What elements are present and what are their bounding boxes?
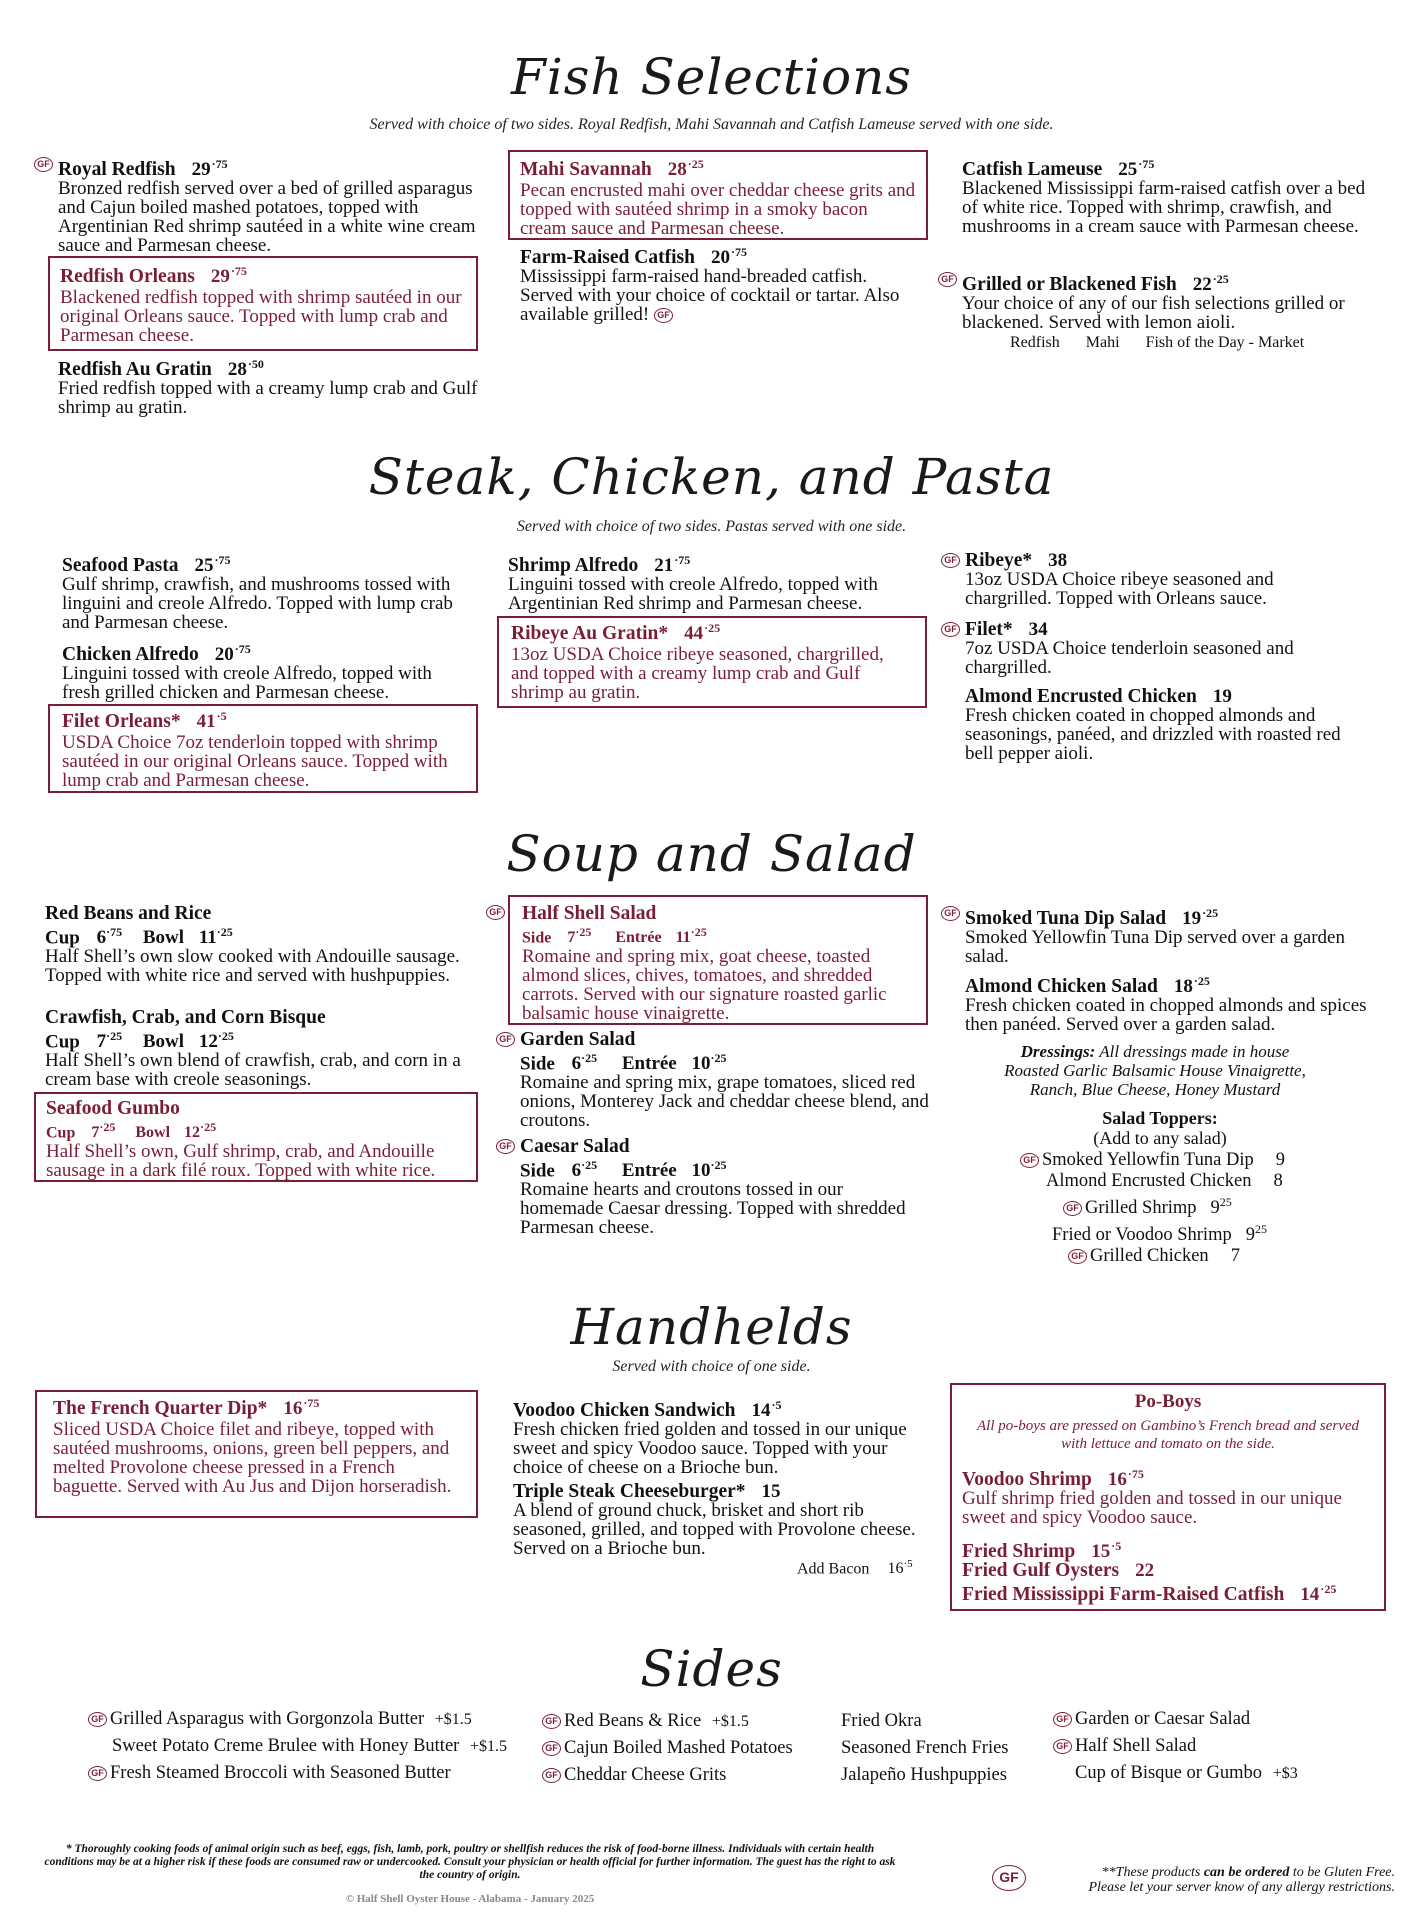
side-item: GF Half Shell Salad <box>1053 1733 1353 1760</box>
item-name: Filet* <box>965 619 1013 640</box>
handhelds-section-subtitle: Served with choice of one side. <box>612 1358 811 1375</box>
item-name: Smoked Tuna Dip Salad <box>965 908 1167 929</box>
gluten-free-icon: GF <box>542 1768 561 1783</box>
menu-item-ribeye-au-gratin <box>497 616 927 708</box>
menu-item-ribeye <box>944 550 1365 609</box>
menu-item-caesar-salad <box>499 1136 930 1239</box>
item-name: Red Beans and Rice <box>45 903 212 924</box>
item-price: 19 <box>1212 686 1232 707</box>
fish-options <box>962 333 1372 352</box>
item-description: Romaine and spring mix, goat cheese, toasted almond slices, chives, tomatoes, and shredded carrots. Served with our signature roasted garlic balsamic house vinaigrette. <box>522 946 887 1025</box>
item-price: $20^{\cdot 75}$ <box>710 245 747 268</box>
menu-item-voodoo-shrimp: Voodoo Shrimp $16^{\cdot 75}$ Gulf shrimp fried golden and tossed in our unique sweet and spicy Voodoo sauce. <box>962 1465 1374 1527</box>
fish-section-subtitle: Served with choice of two sides. Royal Redfish, Mahi Savannah and Catfish Lameuse served with one side. <box>369 116 1054 133</box>
item-name: Crawfish, Crab, and Corn Bisque <box>45 1007 326 1028</box>
handhelds-section-title: Handhelds <box>570 1298 853 1356</box>
menu-item-mahi-savannah <box>508 150 928 240</box>
item-description: Blackened redfish topped with shrimp sautéed in our original Orleans sauce. Topped with lump crab and Parmesan cheese. <box>60 287 462 346</box>
menu-item-royal-redfish <box>37 155 478 256</box>
sides-column-4 <box>1053 1706 1353 1787</box>
item-name: Farm-Raised Catfish <box>520 247 695 268</box>
item-price: 34 <box>1028 619 1048 640</box>
fish-option: Redfish <box>1010 334 1060 351</box>
item-sizes: Side $7^{\cdot 25}$ Entrée $11^{\cdot 25}$ <box>522 925 707 947</box>
menu-item-garden-salad <box>499 1029 930 1132</box>
item-description: Pecan encrusted mahi over cheddar cheese grits and topped with sautéed shrimp in a smoky bacon cream sauce and Parmesan cheese. <box>520 180 916 239</box>
gluten-free-icon: GF <box>496 1139 515 1154</box>
menu-item-filet-orleans <box>48 704 478 793</box>
item-description: Fried redfish topped with a creamy lump crab and Gulf shrimp au gratin. <box>58 378 478 418</box>
menu-item-half-shell-salad <box>489 895 928 1025</box>
poboys-box <box>950 1383 1386 1611</box>
item-name: Ribeye* <box>965 550 1033 571</box>
item-name: Ribeye Au Gratin* <box>511 623 669 644</box>
menu-item-cheeseburger <box>513 1482 933 1558</box>
item-sizes: Side $6^{\cdot 25}$ Entrée $10^{\cdot 25}$ <box>520 1051 727 1075</box>
item-name: Redfish Au Gratin <box>58 359 212 380</box>
menu-item-seafood-gumbo <box>34 1092 478 1182</box>
menu-item-redfish-au-gratin <box>58 355 478 417</box>
item-name: Shrimp Alfredo <box>508 555 639 576</box>
item-description: Linguini tossed with creole Alfredo, topped with fresh grilled chicken and Parmesan cheese. <box>62 663 432 703</box>
gluten-free-icon: GF <box>1053 1739 1072 1754</box>
menu-item-fried-shrimp: Fried Shrimp $15^{\cdot 5}$ <box>962 1539 1122 1562</box>
menu-item-grilled-fish <box>941 270 1372 352</box>
item-price: $25^{\cdot 75}$ <box>1118 157 1155 180</box>
item-description: Fresh chicken coated in chopped almonds and seasonings, panéed, and drizzled with roasted red bell pepper aioli. <box>965 705 1341 764</box>
steak-section-title: Steak, Chicken, and Pasta <box>368 448 1055 506</box>
menu-item-fried-oysters: Fried Gulf Oysters 22 <box>962 1560 1155 1581</box>
dressings-block <box>980 1042 1330 1099</box>
sides-section-title: Sides <box>640 1640 783 1698</box>
menu-item-voodoo-sandwich <box>513 1396 933 1477</box>
item-name: Seafood Gumbo <box>46 1098 180 1119</box>
side-item: GF Grilled Asparagus with Gorgonzola Butter +$1.5 <box>88 1706 538 1733</box>
gluten-free-icon: GF <box>941 622 960 637</box>
item-description: Half Shell’s own slow cooked with Andouille sausage. Topped with white rice and served with hushpuppies. <box>45 946 460 987</box>
menu-item-redfish-orleans <box>48 256 478 351</box>
item-description: Linguini tossed with creole Alfredo, topped with Argentinian Red shrimp and Parmesan cheese. <box>508 574 878 614</box>
salad-toppers <box>1010 1108 1310 1148</box>
gluten-free-legend-icon: GF <box>992 1865 1026 1891</box>
sides-column-3 <box>841 1708 1041 1789</box>
gluten-free-icon: GF <box>941 906 960 921</box>
add-bacon: Add Bacon $16^{\cdot 5}$ <box>797 1558 913 1578</box>
poboys-title: Po-Boys <box>1134 1391 1202 1412</box>
gluten-free-icon: GF <box>88 1766 107 1781</box>
gluten-free-icon: GF <box>542 1714 561 1729</box>
item-price: $44^{\cdot 25}$ <box>684 621 721 644</box>
item-price: $25^{\cdot 75}$ <box>194 553 231 576</box>
item-price: $28^{\cdot 25}$ <box>667 157 704 180</box>
fish-option: Mahi <box>1085 334 1120 351</box>
menu-item-chicken-alfredo <box>62 640 472 702</box>
item-price: $20^{\cdot 75}$ <box>214 642 251 665</box>
side-item: GF Cajun Boiled Mashed Potatoes <box>542 1735 832 1762</box>
copyright: © Half Shell Oyster House - Alabama - January 2025 <box>345 1893 595 1905</box>
item-price: 38 <box>1048 550 1068 571</box>
item-price: $41^{\cdot 5}$ <box>196 709 227 732</box>
item-name: Almond Encrusted Chicken <box>965 686 1197 707</box>
side-item: Sweet Potato Creme Brulee with Honey Butter +$1.5 <box>112 1736 507 1756</box>
menu-item-french-dip <box>35 1390 478 1518</box>
item-description: Your choice of any of our fish selections grilled or blackened. Served with lemon aioli. <box>962 293 1345 333</box>
item-price: $29^{\cdot 75}$ <box>210 264 247 287</box>
item-name: Catfish Lameuse <box>962 159 1103 180</box>
item-name: Filet Orleans* <box>62 711 181 732</box>
item-price: $16^{\cdot 75}$ <box>283 1396 320 1419</box>
sides-column-2 <box>542 1708 832 1789</box>
fish-option: Fish of the Day - Market <box>1145 334 1305 351</box>
side-item: Cup of Bisque or Gumbo +$3 <box>1075 1763 1298 1783</box>
topper-item: Fried or Voodoo Shrimp $9^{25}$ <box>1052 1222 1267 1246</box>
gluten-free-icon: GF <box>496 1032 515 1047</box>
item-sizes: Cup $7^{\cdot 25}$ Bowl $12^{\cdot 25}$ <box>45 1029 234 1053</box>
topper-item: GF Grilled Shrimp $9^{25}$ <box>1020 1192 1340 1219</box>
side-item: GF Red Beans & Rice +$1.5 <box>542 1708 832 1735</box>
topper-item: GF Smoked Yellowfin Tuna Dip 9 <box>1020 1150 1340 1171</box>
item-description: Half Shell’s own blend of crawfish, crab, and corn in a cream base with creole seasonings. <box>45 1050 461 1091</box>
item-price: $21^{\cdot 75}$ <box>654 553 691 576</box>
dressings-list: Roasted Garlic Balsamic House Vinaigrette, Ranch, Blue Cheese, Honey Mustard <box>1004 1061 1306 1099</box>
item-price: $19^{\cdot 25}$ <box>1182 906 1219 929</box>
item-description: Romaine and spring mix, grape tomatoes, sliced red onions, Monterey Jack and cheddar cheese blend, and croutons. <box>520 1072 929 1132</box>
gluten-free-icon: GF <box>1020 1153 1039 1168</box>
item-name: Redfish Orleans <box>60 266 195 287</box>
item-description: USDA Choice 7oz tenderloin topped with shrimp sautéed in our original Orleans sauce. Topped with lump crab and Parmesan cheese. <box>62 732 448 791</box>
dressings-text: All dressings made in house <box>1099 1042 1290 1061</box>
item-description: Half Shell’s own, Gulf shrimp, crab, and Andouille sausage in a dark filé roux. Topped with white rice. <box>46 1141 436 1182</box>
item-description: 13oz USDA Choice ribeye seasoned and chargrilled. Topped with Orleans sauce. <box>965 569 1274 609</box>
item-description: A blend of ground chuck, brisket and short rib seasoned, grilled, and topped with Provolone cheese. Served on a Brioche bun. <box>513 1500 916 1559</box>
side-item: GF Garden or Caesar Salad <box>1053 1706 1353 1733</box>
item-name: Half Shell Salad <box>522 903 657 924</box>
topper-item: Almond Encrusted Chicken 8 <box>1046 1171 1283 1191</box>
poboys-subtitle: All po-boys are pressed on Gambino’s French bread and served with lettuce and tomato on the side. <box>976 1418 1360 1452</box>
toppers-title: Salad Toppers: <box>1102 1108 1218 1128</box>
item-name: Seafood Pasta <box>62 555 179 576</box>
item-price: $29^{\cdot 75}$ <box>191 157 228 180</box>
gluten-free-icon: GF <box>1063 1201 1082 1216</box>
gluten-free-icon: GF <box>938 272 957 287</box>
menu-item-tuna-dip-salad <box>944 904 1375 967</box>
item-description: Bronzed redfish served over a bed of grilled asparagus and Cajun boiled mashed potatoes, topped with Argentinian Red shrimp sautéed in a white wine cream sauce and Parmesan cheese. <box>58 178 476 256</box>
item-price: $18^{\cdot 25}$ <box>1173 974 1210 997</box>
item-description: Blackened Mississippi farm-raised catfish over a bed of white rice. Topped with shrimp, crawfish, and mushrooms in a cream sauce with Parmesan cheese. <box>962 178 1366 237</box>
gluten-free-icon: GF <box>486 905 505 920</box>
item-price: $22^{\cdot 25}$ <box>1192 272 1229 295</box>
dressings-label: Dressings: <box>1020 1042 1096 1061</box>
item-description: Gulf shrimp fried golden and tossed in our unique sweet and spicy Voodoo sauce. <box>962 1488 1342 1528</box>
toppers-subtitle: (Add to any salad) <box>1093 1128 1227 1148</box>
topper-item: GF Grilled Chicken 7 <box>1020 1246 1340 1267</box>
side-item: GF Fresh Steamed Broccoli with Seasoned Butter <box>88 1760 538 1787</box>
side-item: Seasoned French Fries <box>841 1738 1009 1758</box>
gluten-free-icon: GF <box>88 1712 107 1727</box>
item-price: $28^{\cdot 50}$ <box>227 357 264 380</box>
gluten-free-note: **These products can be ordered to be Gluten Free. Please let your server know of any allergy restrictions. <box>1088 1865 1395 1895</box>
side-item: Jalapeño Hushpuppies <box>841 1765 1007 1785</box>
item-description: Romaine hearts and croutons tossed in our homemade Caesar dressing. Topped with shredded Parmesan cheese. <box>520 1179 906 1239</box>
item-price: 15 <box>761 1481 781 1502</box>
item-sizes: Side $6^{\cdot 25}$ Entrée $10^{\cdot 25}$ <box>520 1158 727 1182</box>
item-name: Grilled or Blackened Fish <box>962 274 1177 295</box>
menu-item-almond-chicken-salad <box>965 972 1375 1034</box>
item-description: Fresh chicken fried golden and tossed in our unique sweet and spicy Voodoo sauce. Topped with your choice of cheese on a Brioche bun. <box>513 1419 907 1478</box>
menu-item-farm-catfish <box>520 243 920 324</box>
item-name: Mahi Savannah <box>520 159 652 180</box>
gluten-free-icon: GF <box>1068 1249 1087 1264</box>
item-description: Sliced USDA Choice filet and ribeye, topped with sautéed mushrooms, onions, green bell peppers, and melted Provolone cheese pressed in a French baguette. Served with Au Jus and Dijon horseradish. <box>53 1419 452 1497</box>
item-description: Fresh chicken coated in chopped almonds and spices then panéed. Served over a garden salad. <box>965 995 1367 1035</box>
menu-item-filet <box>944 619 1365 678</box>
gluten-free-icon: GF <box>654 308 673 323</box>
menu-item-shrimp-alfredo <box>508 551 928 613</box>
item-name: Triple Steak Cheeseburger* <box>513 1481 746 1502</box>
item-description: Gulf shrimp, crawfish, and mushrooms tossed with linguini and creole Alfredo. Topped with lump crab and Parmesan cheese. <box>62 574 453 633</box>
gluten-free-icon: GF <box>542 1741 561 1756</box>
item-price: $14^{\cdot 5}$ <box>751 1398 782 1421</box>
item-sizes: Cup $6^{\cdot 75}$ Bowl $11^{\cdot 25}$ <box>45 925 233 949</box>
disclaimer: * Thoroughly cooking foods of animal origin such as beef, eggs, fish, lamb, pork, poultry or shellfish reduces the risk of food-borne illness. Individuals with certain health conditions may be at a higher risk if these foods are consumed raw or undercooked. Consult your physician or health official for further information. The guest has the right to ask the country of origin. <box>44 1843 896 1881</box>
soup-section-title: Soup and Salad <box>506 825 917 883</box>
item-name: Garden Salad <box>520 1029 636 1050</box>
menu-item-seafood-pasta <box>62 551 472 632</box>
menu-item-catfish-lameuse <box>962 155 1372 236</box>
item-name: The French Quarter Dip* <box>53 1398 268 1419</box>
item-name: Royal Redfish <box>58 159 176 180</box>
side-item: Fried Okra <box>841 1711 922 1731</box>
item-description: 13oz USDA Choice ribeye seasoned, chargrilled, and topped with a creamy lump crab and Gulf shrimp au gratin. <box>511 644 884 703</box>
topper-list <box>1020 1150 1340 1267</box>
side-item: GF Cheddar Cheese Grits <box>542 1762 832 1789</box>
steak-section-subtitle: Served with choice of two sides. Pastas served with one side. <box>516 518 907 535</box>
item-sizes: Cup $7^{\cdot 25}$ Bowl $12^{\cdot 25}$ <box>46 1120 217 1142</box>
item-description: Mississippi farm-raised hand-breaded catfish. Served with your choice of cocktail or tartar. Also available grilled! GF <box>520 266 900 325</box>
item-name: Almond Chicken Salad <box>965 976 1158 997</box>
item-name: Chicken Alfredo <box>62 644 199 665</box>
menu-item-almond-chicken <box>965 687 1365 763</box>
fish-section-title: Fish Selections <box>511 48 912 106</box>
menu-item-red-beans <box>45 904 475 985</box>
sides-column-1 <box>88 1706 538 1787</box>
gluten-free-icon: GF <box>1053 1712 1072 1727</box>
gluten-free-icon: GF <box>941 553 960 568</box>
menu-item-fried-catfish: Fried Mississippi Farm-Raised Catfish $14^{\cdot 25}$ <box>962 1582 1337 1605</box>
item-description: Smoked Yellowfin Tuna Dip served over a garden salad. <box>965 927 1345 967</box>
menu-item-bisque <box>45 1008 475 1089</box>
item-name: Caesar Salad <box>520 1136 630 1157</box>
gluten-free-icon: GF <box>34 157 53 172</box>
item-description: 7oz USDA Choice tenderloin seasoned and chargrilled. <box>965 638 1294 678</box>
item-name: Voodoo Chicken Sandwich <box>513 1400 736 1421</box>
